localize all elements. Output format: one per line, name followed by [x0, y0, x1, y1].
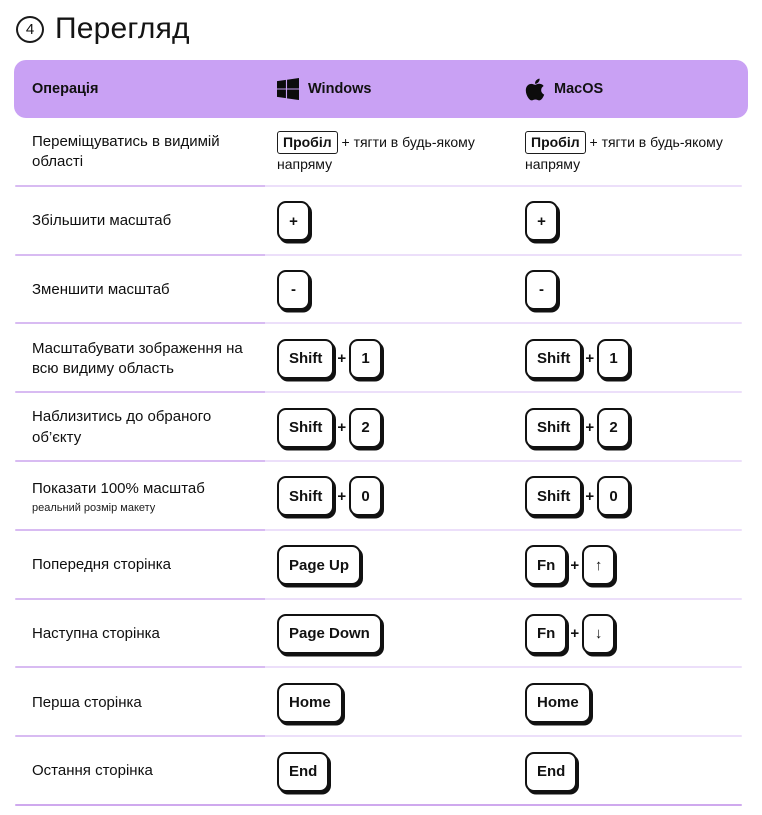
operation-cell: [14, 761, 277, 781]
shortcut-cell-macos: [525, 270, 748, 310]
shortcut-windows: [277, 131, 515, 175]
key-cap: Shift: [525, 339, 582, 379]
key-cap: Пробіл: [525, 131, 586, 154]
operation-cell: [14, 280, 277, 300]
shortcut-macos: [525, 752, 738, 792]
key-cap: Home: [525, 683, 591, 723]
page-title-text: Перегляд: [55, 12, 190, 45]
table-header-row: [14, 60, 748, 118]
operation-label: Перша сторінка: [32, 693, 142, 711]
shortcut-macos: [525, 683, 738, 723]
key-cap: ↑: [582, 545, 615, 585]
key-cap: +: [277, 201, 310, 241]
shortcut-cell-windows: [277, 270, 525, 310]
key-cap: -: [525, 270, 558, 310]
operation-label: Наблизитись до обраного об’єкту: [32, 408, 212, 446]
shortcut-suffix: + тягти в будь-якому напряму: [277, 133, 475, 172]
shortcut-suffix: + тягти в будь-якому напряму: [525, 133, 723, 172]
key-cap: -: [277, 270, 310, 310]
shortcut-cell-macos: [525, 752, 748, 792]
key-cap: Page Down: [277, 614, 382, 654]
apple-logo-icon: [525, 77, 545, 102]
shortcut-macos: [525, 476, 738, 516]
shortcut-cell-windows: [277, 131, 525, 175]
shortcut-cell-windows: [277, 752, 525, 792]
key-cap: Пробіл: [277, 131, 338, 154]
shortcut-cell-windows: [277, 476, 525, 516]
table-row: [14, 187, 748, 256]
key-separator: +: [585, 487, 595, 505]
column-header-macos: [525, 77, 748, 102]
operation-cell: [14, 407, 277, 448]
operation-label: Остання сторінка: [32, 762, 153, 780]
shortcut-cell-windows: [277, 683, 525, 723]
key-cap: Shift: [277, 339, 334, 379]
operation-cell: [14, 211, 277, 231]
operation-label: Масштабувати зображення на всю видиму область: [32, 339, 243, 377]
table-row: [14, 668, 748, 737]
operation-label: Наступна сторінка: [32, 624, 160, 642]
circled-number-icon: 4: [16, 16, 44, 43]
table-row: [14, 531, 748, 600]
shortcut-cell-macos: [525, 339, 748, 379]
shortcut-cell-macos: [525, 408, 748, 448]
shortcut-cell-windows: [277, 201, 525, 241]
shortcut-macos: [525, 545, 738, 585]
key-separator: +: [337, 419, 347, 437]
key-cap: 2: [349, 408, 382, 448]
operation-cell: [14, 479, 277, 513]
shortcut-cell-macos: [525, 614, 748, 654]
shortcut-macos: [525, 408, 738, 448]
column-header-operation-label: Операція: [32, 81, 99, 97]
key-separator: +: [585, 350, 595, 368]
key-cap: Page Up: [277, 545, 361, 585]
operation-cell: [14, 555, 277, 575]
shortcut-macos: [525, 270, 738, 310]
shortcut-cell-macos: [525, 476, 748, 516]
key-separator: +: [570, 625, 580, 643]
key-separator: +: [585, 419, 595, 437]
table-row: [14, 256, 748, 325]
key-cap: Shift: [525, 408, 582, 448]
shortcut-windows: [277, 476, 515, 516]
column-header-operation: [14, 81, 277, 97]
shortcut-macos: [525, 131, 738, 175]
shortcut-windows: [277, 339, 515, 379]
operation-cell: [14, 339, 277, 380]
table-row: [14, 393, 748, 462]
key-cap: 1: [597, 339, 630, 379]
shortcut-cell-macos: [525, 201, 748, 241]
shortcut-macos: [525, 201, 738, 241]
shortcut-windows: [277, 270, 515, 310]
table-row: [14, 462, 748, 531]
key-cap: End: [277, 752, 329, 792]
shortcut-cell-macos: [525, 545, 748, 585]
column-header-windows: [277, 78, 525, 100]
key-cap: Fn: [525, 614, 567, 654]
operation-cell: [14, 624, 277, 644]
table-row: [14, 118, 748, 187]
shortcut-cell-macos: [525, 683, 748, 723]
key-separator: +: [570, 556, 580, 574]
key-separator: +: [337, 487, 347, 505]
operation-label: Збільшити масштаб: [32, 212, 172, 230]
key-cap: End: [525, 752, 577, 792]
shortcut-cell-windows: [277, 545, 525, 585]
operation-label: Попередня сторінка: [32, 556, 172, 574]
shortcut-windows: [277, 614, 515, 654]
key-cap: Shift: [525, 476, 582, 516]
shortcut-cell-windows: [277, 339, 525, 379]
table-row: [14, 600, 748, 669]
operation-label: Переміщуватись в видимій області: [32, 133, 220, 171]
table-row: [14, 737, 748, 806]
operation-cell: [14, 132, 277, 173]
column-header-macos-label: MacOS: [554, 81, 604, 97]
operation-label: Зменшити масштаб: [32, 280, 170, 298]
shortcut-windows: [277, 408, 515, 448]
shortcut-cell-macos: [525, 131, 748, 175]
key-cap: ↓: [582, 614, 615, 654]
key-cap: Shift: [277, 476, 334, 516]
key-cap: 0: [349, 476, 382, 516]
key-cap: 2: [597, 408, 630, 448]
key-cap: Shift: [277, 408, 334, 448]
shortcut-windows: [277, 201, 515, 241]
key-cap: +: [525, 201, 558, 241]
shortcut-macos: [525, 614, 738, 654]
windows-logo-icon: [277, 78, 299, 100]
key-separator: +: [337, 350, 347, 368]
shortcut-windows: [277, 683, 515, 723]
operation-sublabel: реальний розмір макету: [32, 501, 156, 514]
key-cap: Fn: [525, 545, 567, 585]
shortcut-windows: [277, 752, 515, 792]
shortcut-cell-windows: [277, 614, 525, 654]
operation-label: Показати 100% масштаб: [32, 480, 205, 498]
table-row: [14, 324, 748, 393]
column-header-windows-label: Windows: [308, 81, 372, 97]
shortcut-macos: [525, 339, 738, 379]
shortcuts-table: [14, 118, 748, 806]
key-cap: Home: [277, 683, 343, 723]
key-cap: 0: [597, 476, 630, 516]
page-title: [14, 0, 748, 49]
key-cap: 1: [349, 339, 382, 379]
shortcut-cell-windows: [277, 408, 525, 448]
operation-cell: [14, 693, 277, 713]
shortcut-windows: [277, 545, 515, 585]
